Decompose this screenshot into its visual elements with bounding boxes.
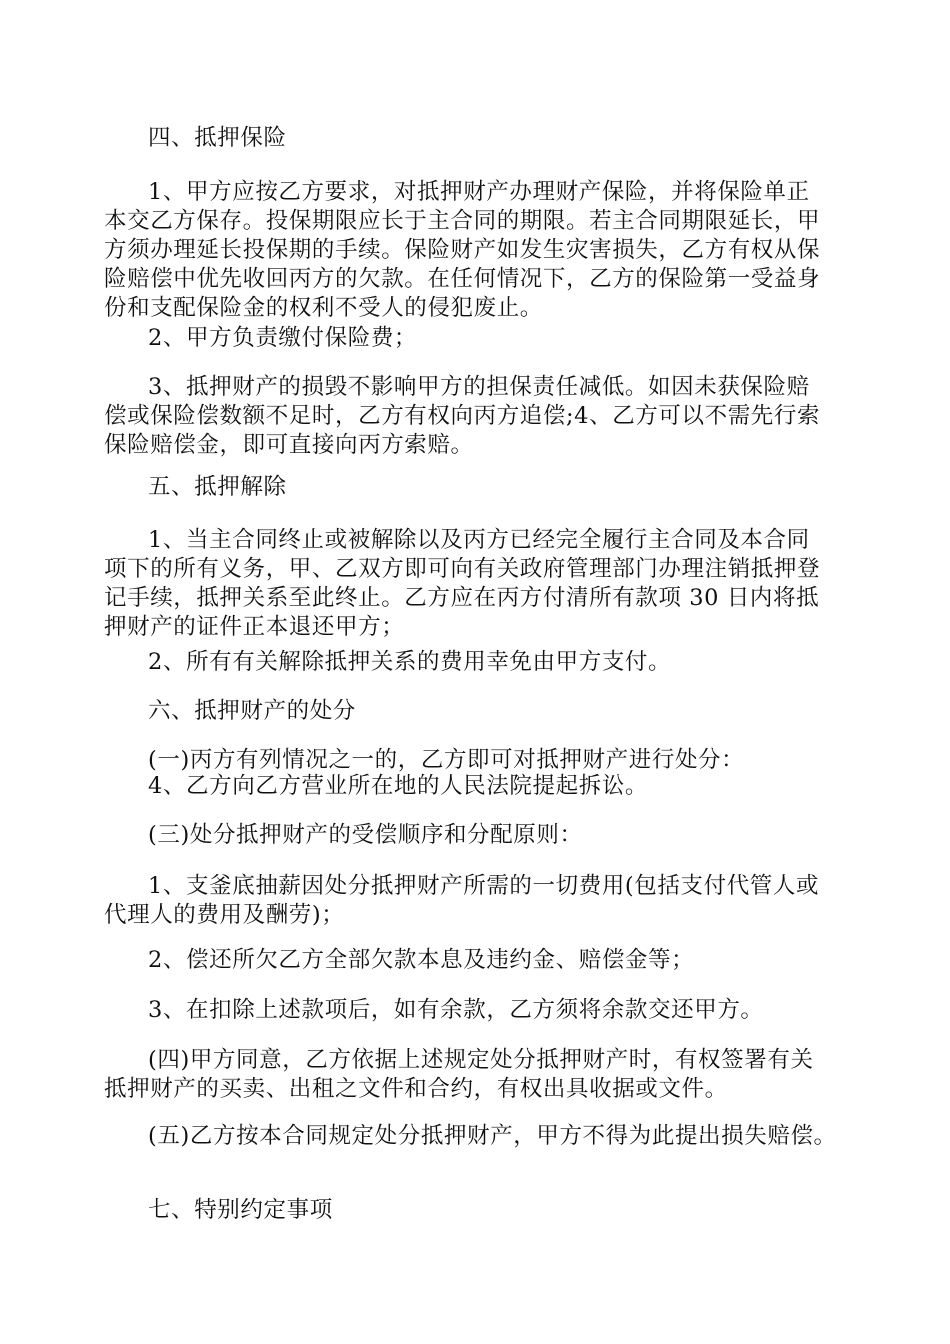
- paragraph-line: 份和支配保险金的权利不受人的侵犯废止。: [104, 295, 543, 321]
- paragraph-line: 项下的所有义务，甲、乙双方即可向有关政府管理部门办理注销抵押登: [104, 556, 821, 582]
- paragraph-line: (三)处分抵押财产的受偿顺序和分配原则：: [148, 822, 583, 848]
- paragraph-line: 押财产的证件正本退还甲方；: [104, 614, 405, 640]
- paragraph-line: 4、乙方向乙方营业所在地的人民法院提起拆讼。: [148, 773, 649, 799]
- paragraph-line: (五)乙方按本合同规定处分抵押财产，甲方不得为此提出损失赔偿。: [148, 1123, 837, 1149]
- section-heading-mortgage-insurance: 四、抵押保险: [148, 125, 287, 151]
- paragraph-line: 2、所有有关解除抵押关系的费用幸免由甲方支付。: [148, 649, 672, 675]
- paragraph-line: 2、偿还所欠乙方全部欠款本息及违约金、赔偿金等；: [148, 947, 695, 973]
- paragraph-line: 1、当主合同终止或被解除以及丙方已经完全履行主合同及本合同: [148, 527, 810, 553]
- paragraph-line: (四)甲方同意，乙方依据上述规定处分抵押财产时，有权签署有关: [148, 1047, 814, 1073]
- paragraph-line: 记手续，抵押关系至此终止。乙方应在丙方付清所有款项 30 日内将抵: [104, 585, 820, 611]
- section-heading-mortgage-release: 五、抵押解除: [148, 474, 287, 500]
- paragraph-line: 3、抵押财产的损毁不影响甲方的担保责任减低。如因未获保险赔: [148, 374, 810, 400]
- paragraph-line: 偿或保险偿数额不足时，乙方有权向丙方追偿;4、乙方可以不需先行索: [104, 403, 821, 429]
- paragraph-line: 代理人的费用及酬劳)；: [104, 902, 345, 928]
- paragraph-line: 方须办理延长投保期的手续。保险财产如发生灾害损失，乙方有权从保: [104, 237, 821, 263]
- paragraph-line: 本交乙方保存。投保期限应长于主合同的期限。若主合同期限延长，甲: [104, 208, 821, 234]
- paragraph-line: 抵押财产的买卖、出租之文件和合约，有权出具收据或文件。: [104, 1076, 728, 1102]
- paragraph-line: 1、甲方应按乙方要求，对抵押财产办理财产保险，并将保险单正: [148, 179, 810, 205]
- section-heading-disposal: 六、抵押财产的处分: [148, 698, 356, 724]
- paragraph-line: 1、支釜底抽薪因处分抵押财产所需的一切费用(包括支付代管人或: [148, 873, 820, 899]
- paragraph-line: 保险赔偿金，即可直接向丙方索赔。: [104, 432, 474, 458]
- paragraph-line: 险赔偿中优先收回丙方的欠款。在任何情况下，乙方的保险第一受益身: [104, 266, 821, 292]
- paragraph-line: (一)丙方有列情况之一的，乙方即可对抵押财产进行处分：: [148, 747, 745, 773]
- section-heading-special-terms: 七、特别约定事项: [148, 1197, 333, 1223]
- paragraph-line: 2、甲方负责缴付保险费；: [148, 325, 418, 351]
- paragraph-line: 3、在扣除上述款项后，如有余款，乙方须将余款交还甲方。: [148, 997, 764, 1023]
